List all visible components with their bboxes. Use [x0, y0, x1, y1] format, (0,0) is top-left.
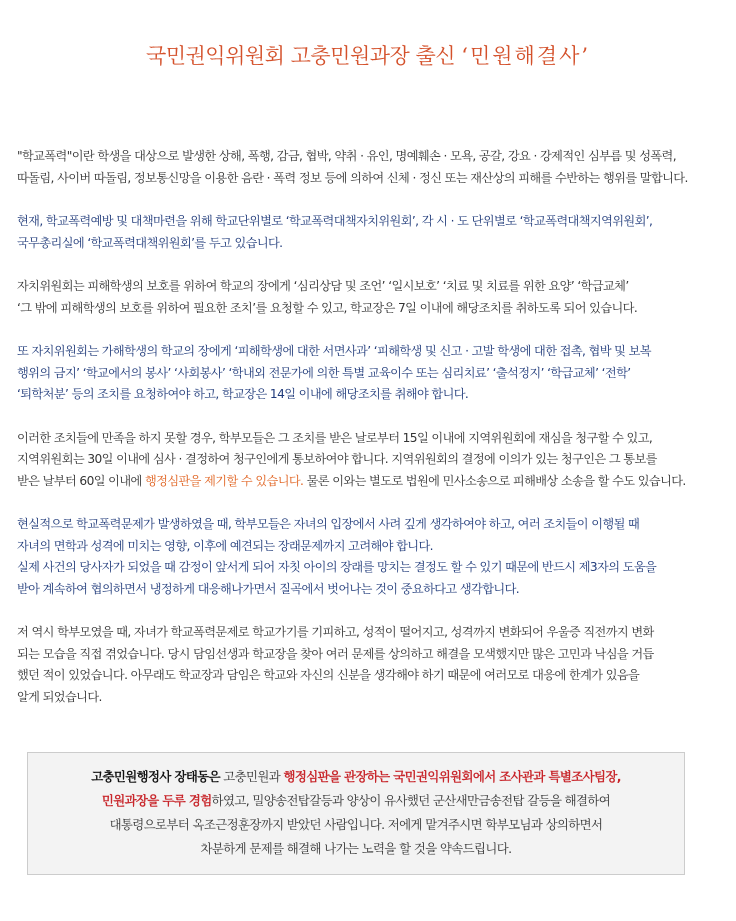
paragraph-advice [17, 514, 729, 600]
text-line: 자치위원회는 피해학생의 보호를 위하여 학교의 장에게 ‘심리상담 및 조언’ ‘일시보호’ ‘치료 및 치료를 위한 요양’ ‘학급교체’ [17, 279, 629, 293]
text-line: 저 역시 학부모였을 때, 자녀가 학교폭력문제로 학교가기를 기피하고, 성적이 떨어지고, 성격까지 변화되어 우울증 직전까지 변화 [17, 625, 654, 639]
text-line: 실제 사건의 당사자가 되었을 때 감정이 앞서게 되어 자칫 아이의 장래를 망치는 결정도 할 수 있기 때문에 반드시 제3자의 도움을 [17, 560, 657, 574]
text-line: 국무총리실에 ‘학교폭력대책위원회’를 두고 있습니다. [17, 235, 283, 250]
text-line: 되는 모습을 직접 겪었습니다. 당시 담임선생과 학교장을 찾아 여러 문제를 상의하고 해결을 모색했지만 많은 고민과 낙심을 거듭 [17, 646, 654, 661]
text-line: ‘퇴학처분’ 등의 조치를 요청하여야 하고, 학교장은 14일 이내에 해당조치를 취해야 합니다. [17, 387, 469, 401]
paragraph-committees [17, 211, 729, 254]
text-line: 알게 되었습니다. [17, 689, 102, 704]
text-line: 지역위원회는 30일 이내에 심사 · 결정하여 청구인에게 통보하여야 합니다. 지역위원회의 결정에 이의가 있는 청구인은 그 통보를 [17, 452, 657, 466]
text-segment: 물론 이와는 별도로 법원에 민사소송으로 피해배상 소송을 할 수도 있습니다. [303, 473, 686, 488]
text-segment: 받은 날부터 60일 이내에 [17, 473, 145, 488]
text-segment: 고충민원과 [219, 769, 284, 784]
page-title [0, 40, 736, 76]
text-segment: 하였고, 밀양송전탑갈등과 양상이 유사했던 군산새만금송전탑 갈등을 해결하여 [211, 793, 611, 808]
article-body [17, 146, 729, 730]
paragraph-experience [17, 622, 729, 708]
text-line: 따돌림, 사이버 따돌림, 정보통신망을 이용한 음란 · 폭력 정보 등에 의하여 신체 · 정신 또는 재산상의 피해를 수반하는 행위를 말합니다. [17, 170, 688, 185]
highlight-text: 행정심판을 제기할 수 있습니다. [144, 473, 304, 488]
text-line [17, 471, 729, 493]
notice-line [28, 789, 684, 813]
text-line: 이러한 조치들에 만족을 하지 못할 경우, 학부모들은 그 조치를 받은 날로부터 15일 이내에 지역위원회에 재심을 청구할 수 있고, [17, 430, 653, 445]
text-line: 현재, 학교폭력예방 및 대책마련을 위해 학교단위별로 ‘학교폭력대책자치위원회’, 각 시 · 도 단위별로 ‘학교폭력대책지역위원회’, [17, 214, 653, 228]
text-line: 또 자치위원회는 가해학생의 학교의 장에게 ‘피해학생에 대한 서면사과’ ‘피해학생 및 신고 · 고발 학생에 대한 접촉, 협박 및 보복 [17, 344, 651, 358]
profile-notice-box [27, 752, 685, 875]
notice-line: 차분하게 문제를 해결해 나가는 노력을 할 것을 약속드립니다. [200, 841, 512, 856]
paragraph-definition [17, 146, 729, 189]
text-line: 받아 계속하여 협의하면서 냉정하게 대응해나가면서 질곡에서 벗어나는 것이 중요하다고 생각합니다. [17, 581, 520, 596]
paragraph-appeal [17, 428, 729, 493]
text-line: 자녀의 면학과 성격에 미치는 영향, 이후에 예견되는 장래문제까지 고려해야 합니다. [17, 538, 433, 553]
text-line: ‘그 밖에 피해학생의 보호를 위하여 필요한 조치’를 요청할 수 있고, 학교장은 7일 이내에 해당조치를 취하도록 되어 있습니다. [17, 300, 638, 315]
text-line: 행위의 금지’ ‘학교에서의 봉사’ ‘사회봉사’ ‘학내외 전문가에 의한 특별 교육이수 또는 심리치료’ ‘출석정지’ ‘학급교체’ ‘전학’ [17, 365, 631, 380]
title-main: 국민권익위원회 고충민원과장 출신 [145, 44, 456, 68]
notice-name: 고충민원행정사 장태동은 [91, 769, 220, 784]
notice-highlight: 행정심판을 관장하는 국민권익위원회에서 조사관과 특별조사팀장, [283, 769, 621, 784]
title-lawyer: ‘민원해결사’ [461, 44, 591, 68]
notice-line: 대통령으로부터 옥조근정훈장까지 받았던 사람입니다. 저에게 맡겨주시면 학부모님과 상의하면서 [109, 817, 603, 832]
text-line: 현실적으로 학교폭력문제가 발생하였을 때, 학부모들은 자녀의 입장에서 사려 깊게 생각하여야 하고, 여러 조치들이 이행될 때 [17, 517, 640, 531]
text-line: 했던 적이 있었습니다. 아무래도 학교장과 담임은 학교와 자신의 신분을 생각해야 하기 때문에 여러모로 대응에 한계가 있음을 [17, 668, 640, 682]
paragraph-victim-protection [17, 276, 729, 319]
notice-line [28, 765, 684, 789]
paragraph-offender-measures [17, 341, 729, 406]
notice-highlight: 민원과장을 두루 경험 [101, 793, 212, 808]
text-line: "학교폭력"이란 학생을 대상으로 발생한 상해, 폭행, 감금, 협박, 약취 · 유인, 명예훼손 · 모욕, 공갈, 강요 · 강제적인 심부름 및 성폭력, [17, 149, 676, 163]
